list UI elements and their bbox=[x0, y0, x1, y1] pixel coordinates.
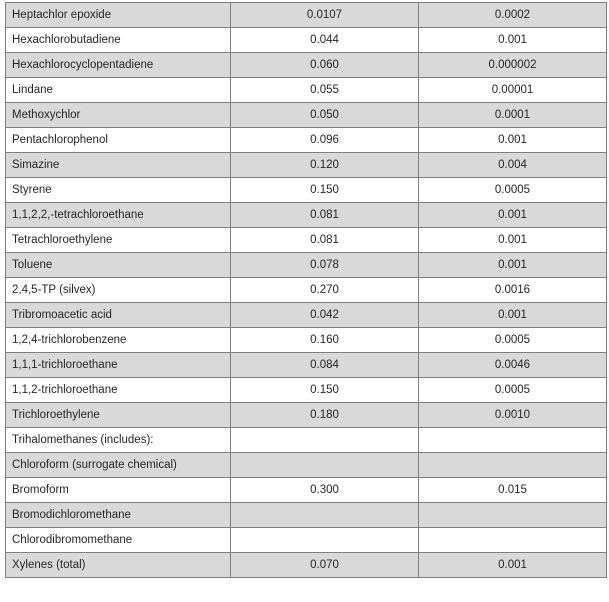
value-column-1-cell bbox=[231, 528, 419, 553]
table-row bbox=[6, 378, 607, 403]
value-column-2-cell: 0.000002 bbox=[419, 53, 607, 78]
table-row bbox=[6, 428, 607, 453]
table-row bbox=[6, 103, 607, 128]
value-column-2-cell bbox=[419, 528, 607, 553]
value-column-1-cell: 0.050 bbox=[231, 103, 419, 128]
value-column-1-cell: 0.084 bbox=[231, 353, 419, 378]
contaminant-name-cell: 1,2,4-trichlorobenzene bbox=[6, 328, 231, 353]
value-column-2-cell: 0.0005 bbox=[419, 378, 607, 403]
value-column-2-cell bbox=[419, 428, 607, 453]
contaminant-table-body bbox=[6, 3, 607, 578]
table-row bbox=[6, 28, 607, 53]
value-column-2-cell bbox=[419, 503, 607, 528]
value-column-2-cell: 0.001 bbox=[419, 553, 607, 578]
contaminant-name-cell: Simazine bbox=[6, 153, 231, 178]
value-column-2-cell: 0.001 bbox=[419, 228, 607, 253]
value-column-1-cell: 0.150 bbox=[231, 178, 419, 203]
contaminant-name-cell: Chlorodibromomethane bbox=[6, 528, 231, 553]
value-column-1-cell bbox=[231, 503, 419, 528]
value-column-2-cell: 0.001 bbox=[419, 253, 607, 278]
value-column-1-cell: 0.070 bbox=[231, 553, 419, 578]
value-column-1-cell: 0.081 bbox=[231, 228, 419, 253]
contaminant-name-cell: Lindane bbox=[6, 78, 231, 103]
value-column-1-cell: 0.300 bbox=[231, 478, 419, 503]
value-column-2-cell: 0.001 bbox=[419, 303, 607, 328]
contaminant-name-cell: Bromodichloromethane bbox=[6, 503, 231, 528]
contaminant-name-cell: Styrene bbox=[6, 178, 231, 203]
table-row bbox=[6, 178, 607, 203]
value-column-2-cell: 0.0010 bbox=[419, 403, 607, 428]
value-column-2-cell: 0.001 bbox=[419, 203, 607, 228]
contaminant-name-cell: 1,1,1-trichloroethane bbox=[6, 353, 231, 378]
value-column-1-cell bbox=[231, 453, 419, 478]
table-row bbox=[6, 403, 607, 428]
table-row bbox=[6, 303, 607, 328]
value-column-1-cell: 0.055 bbox=[231, 78, 419, 103]
contaminant-name-cell: Hexachlorocyclopentadiene bbox=[6, 53, 231, 78]
contaminant-name-cell: 1,1,2-trichloroethane bbox=[6, 378, 231, 403]
contaminant-name-cell: 2,4,5-TP (silvex) bbox=[6, 278, 231, 303]
table-row bbox=[6, 553, 607, 578]
contaminant-name-cell: Methoxychlor bbox=[6, 103, 231, 128]
contaminant-name-cell: 1,1,2,2,-tetrachloroethane bbox=[6, 203, 231, 228]
value-column-1-cell: 0.120 bbox=[231, 153, 419, 178]
value-column-2-cell: 0.0005 bbox=[419, 178, 607, 203]
table-row bbox=[6, 78, 607, 103]
value-column-2-cell: 0.0005 bbox=[419, 328, 607, 353]
table-row bbox=[6, 3, 607, 28]
contaminant-name-cell: Tribromoacetic acid bbox=[6, 303, 231, 328]
contaminant-name-cell: Pentachlorophenol bbox=[6, 128, 231, 153]
table-row bbox=[6, 153, 607, 178]
contaminant-name-cell: Trihalomethanes (includes): bbox=[6, 428, 231, 453]
value-column-1-cell: 0.0107 bbox=[231, 3, 419, 28]
value-column-1-cell: 0.042 bbox=[231, 303, 419, 328]
table-row bbox=[6, 128, 607, 153]
value-column-1-cell: 0.180 bbox=[231, 403, 419, 428]
value-column-2-cell: 0.004 bbox=[419, 153, 607, 178]
table-row bbox=[6, 203, 607, 228]
value-column-2-cell bbox=[419, 453, 607, 478]
table-row bbox=[6, 528, 607, 553]
value-column-1-cell: 0.150 bbox=[231, 378, 419, 403]
contaminant-name-cell: Xylenes (total) bbox=[6, 553, 231, 578]
value-column-2-cell: 0.015 bbox=[419, 478, 607, 503]
value-column-1-cell: 0.096 bbox=[231, 128, 419, 153]
value-column-2-cell: 0.00001 bbox=[419, 78, 607, 103]
value-column-1-cell: 0.060 bbox=[231, 53, 419, 78]
contaminant-table bbox=[5, 2, 607, 578]
value-column-1-cell: 0.081 bbox=[231, 203, 419, 228]
table-row bbox=[6, 53, 607, 78]
contaminant-name-cell: Heptachlor epoxide bbox=[6, 3, 231, 28]
value-column-2-cell: 0.001 bbox=[419, 128, 607, 153]
value-column-1-cell: 0.160 bbox=[231, 328, 419, 353]
value-column-2-cell: 0.0001 bbox=[419, 103, 607, 128]
value-column-2-cell: 0.0016 bbox=[419, 278, 607, 303]
value-column-1-cell: 0.078 bbox=[231, 253, 419, 278]
table-row bbox=[6, 478, 607, 503]
contaminant-name-cell: Trichloroethylene bbox=[6, 403, 231, 428]
table-row bbox=[6, 253, 607, 278]
value-column-1-cell: 0.044 bbox=[231, 28, 419, 53]
table-row bbox=[6, 228, 607, 253]
value-column-1-cell: 0.270 bbox=[231, 278, 419, 303]
table-row bbox=[6, 278, 607, 303]
value-column-2-cell: 0.0002 bbox=[419, 3, 607, 28]
value-column-1-cell bbox=[231, 428, 419, 453]
table-row bbox=[6, 503, 607, 528]
table-row bbox=[6, 328, 607, 353]
contaminant-name-cell: Tetrachloroethylene bbox=[6, 228, 231, 253]
table-row bbox=[6, 453, 607, 478]
value-column-2-cell: 0.0046 bbox=[419, 353, 607, 378]
value-column-2-cell: 0.001 bbox=[419, 28, 607, 53]
contaminant-name-cell: Toluene bbox=[6, 253, 231, 278]
table-row bbox=[6, 353, 607, 378]
contaminant-name-cell: Hexachlorobutadiene bbox=[6, 28, 231, 53]
contaminant-name-cell: Bromoform bbox=[6, 478, 231, 503]
contaminant-name-cell: Chloroform (surrogate chemical) bbox=[6, 453, 231, 478]
